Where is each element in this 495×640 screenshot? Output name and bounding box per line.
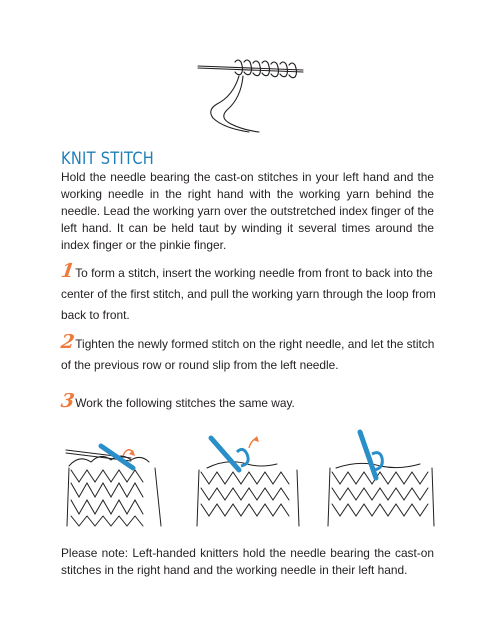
step-number: 1	[59, 260, 76, 282]
step-2	[61, 332, 436, 376]
step-1-diagram	[61, 428, 176, 528]
left-handed-note: Please note: Left-handed knitters hold the needle bearing the cast-on stitches in the right hand and the working needle in their left hand.	[61, 546, 434, 577]
intro-paragraph: Hold the needle bearing the cast-on stitches in your left hand and the working needle in the right hand with the working yarn behind the needle. Lead the working yarn over the outstretched index finger of the left hand. It can be held taut by winding it several times around the index finger or the pinkie finger.	[61, 170, 434, 252]
step-3-diagram	[326, 428, 438, 528]
cast-on-needle-illustration	[195, 50, 310, 135]
step-1	[61, 261, 436, 326]
step-2-diagram	[193, 428, 305, 528]
step-number: 2	[59, 331, 76, 353]
step-3	[61, 391, 436, 414]
step-text: Work the following stitches the same way.	[75, 396, 295, 410]
step-text: To form a stitch, insert the working needle from front to back into the center of the first stitch, and pull the working yarn through the loop from back to front.	[61, 266, 436, 322]
page-title: KNIT STITCH	[61, 149, 155, 169]
step-text: Tighten the newly formed stitch on the right needle, and let the stitch of the previous row or round slip from the left needle.	[61, 337, 435, 372]
step-number: 3	[59, 390, 76, 412]
